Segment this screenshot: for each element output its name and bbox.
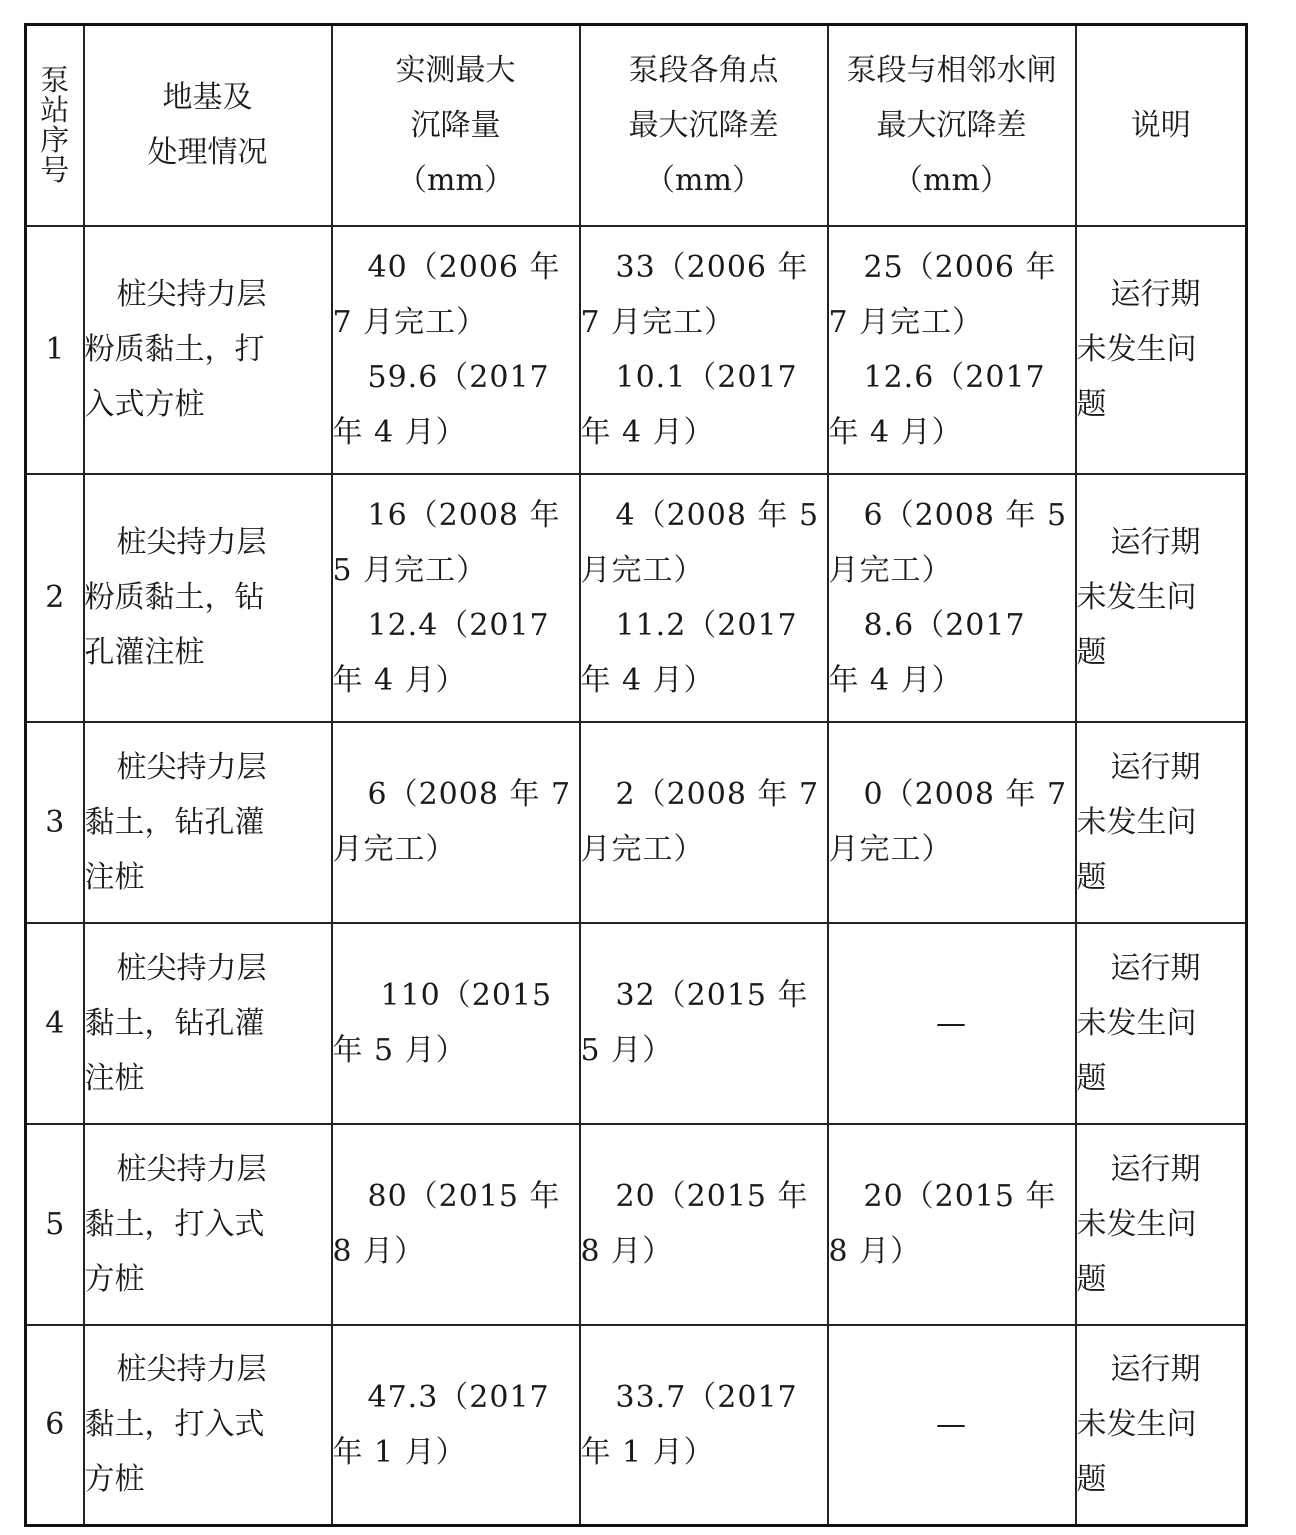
cell-line: 桩尖持力层 (116, 277, 267, 312)
header-text: 说明 (1130, 107, 1191, 143)
settlement-table (24, 23, 1248, 1527)
header-text: 沉降量 (410, 107, 501, 143)
cell-line: 年 4 月） (828, 662, 963, 698)
header-text: 最大沉降差 (628, 107, 779, 143)
cell-line: 孔灌注桩 (84, 635, 205, 670)
cell-line: 年 1 月） (580, 1434, 715, 1470)
adjacent-diff-cell (828, 474, 1076, 722)
cell-line: 入式方桩 (84, 387, 205, 422)
adjacent-diff-cell: — (828, 923, 1076, 1124)
header-text: 号 (40, 153, 70, 188)
adjacent-diff-cell (828, 722, 1076, 923)
cell-line: 年 1 月） (332, 1434, 467, 1470)
adjacent-diff-cell: — (828, 1325, 1076, 1526)
cell-line: 年 4 月） (332, 662, 467, 698)
header-text: 泵段与相邻水闸 (846, 52, 1057, 88)
cell-line: 6（2008 年 7 (367, 777, 572, 812)
cell-line: 桩尖持力层 (116, 749, 267, 785)
corner-diff-cell (580, 1325, 828, 1526)
note-cell (1076, 923, 1247, 1124)
table-header-row (26, 25, 1247, 226)
header-text: 最大沉降差 (876, 107, 1027, 143)
header-foundation (84, 25, 332, 226)
cell-line: 12.4（2017 (367, 607, 550, 643)
cell-line: 5 月完工） (332, 552, 488, 588)
table-row (26, 226, 1247, 474)
cell-line: 月完工） (580, 832, 705, 867)
note-cell (1076, 722, 1247, 923)
cell-line: 桩尖持力层 (116, 1151, 267, 1187)
cell-line: 未发生问 (1076, 580, 1197, 615)
cell-line: 47.3（2017 (367, 1379, 550, 1415)
station-number: 4 (26, 923, 84, 1124)
cell-line: 8 月） (332, 1234, 426, 1269)
cell-line: 7 月完工） (332, 304, 488, 340)
max-settlement-cell (332, 1325, 580, 1526)
cell-line: 32（2015 年 (615, 978, 809, 1013)
cell-line: 题 (1076, 635, 1107, 670)
cell-line: 40（2006 年 (367, 249, 561, 285)
cell-line: 桩尖持力层 (116, 525, 267, 560)
station-number: 6 (26, 1325, 84, 1526)
note-cell (1076, 474, 1247, 722)
cell-line: 粉质黏土，钻 (84, 580, 265, 615)
note-cell (1076, 1124, 1247, 1325)
cell-line: 运行期 (1110, 277, 1201, 312)
cell-line: 月完工） (580, 552, 705, 588)
cell-line: 10.1（2017 (615, 359, 798, 395)
cell-line: 注桩 (84, 1060, 145, 1096)
foundation-cell (84, 923, 332, 1124)
cell-line: 黏土，钻孔灌 (84, 804, 265, 840)
cell-line: 7 月完工） (580, 304, 736, 340)
cell-line: 运行期 (1110, 1151, 1201, 1187)
cell-line: 年 5 月） (332, 1033, 467, 1068)
cell-line: 7 月完工） (828, 304, 984, 340)
cell-line: 黏土，打入式 (84, 1407, 265, 1443)
header-note (1076, 25, 1247, 226)
cell-line: 运行期 (1110, 525, 1201, 560)
header-text: 实测最大 (395, 52, 516, 88)
header-text: （mm） (893, 162, 1010, 198)
cell-line: 6（2008 年 5 (863, 497, 1068, 533)
max-settlement-cell (332, 923, 580, 1124)
cell-line: 运行期 (1110, 950, 1201, 986)
station-number: 5 (26, 1124, 84, 1325)
cell-line: 年 4 月） (828, 414, 963, 450)
cell-line: 12.6（2017 (863, 359, 1046, 395)
cell-line: 方桩 (84, 1261, 145, 1297)
cell-line: 0（2008 年 7 (863, 777, 1068, 812)
station-number: 1 (26, 226, 84, 474)
foundation-cell (84, 1325, 332, 1526)
corner-diff-cell (580, 1124, 828, 1325)
cell-line: 未发生问 (1076, 1206, 1197, 1242)
cell-line: 年 4 月） (580, 414, 715, 450)
cell-line: 题 (1076, 859, 1107, 895)
header-adjacent-diff (828, 25, 1076, 226)
corner-diff-cell (580, 923, 828, 1124)
cell-line: 年 4 月） (580, 662, 715, 698)
header-text: （mm） (645, 162, 762, 198)
station-number: 3 (26, 722, 84, 923)
station-number: 2 (26, 474, 84, 722)
cell-line: 黏土，钻孔灌 (84, 1005, 265, 1041)
max-settlement-cell (332, 722, 580, 923)
cell-line: 题 (1076, 387, 1107, 422)
cell-line: 80（2015 年 (367, 1179, 561, 1214)
cell-line: 59.6（2017 (367, 359, 550, 395)
cell-line: 题 (1076, 1462, 1107, 1498)
cell-line: 运行期 (1110, 1352, 1201, 1388)
table-row (26, 923, 1247, 1124)
cell-line: 4（2008 年 5 (615, 497, 820, 533)
cell-line: 题 (1076, 1060, 1107, 1096)
cell-line: 11.2（2017 (615, 607, 798, 643)
cell-line: 桩尖持力层 (116, 950, 267, 986)
cell-line: 未发生问 (1076, 804, 1197, 840)
adjacent-diff-cell (828, 1124, 1076, 1325)
cell-line: 方桩 (84, 1462, 145, 1498)
corner-diff-cell (580, 226, 828, 474)
cell-line: 8 月） (580, 1234, 674, 1269)
cell-line: 月完工） (828, 832, 953, 867)
cell-line: 年 4 月） (332, 414, 467, 450)
cell-line: 桩尖持力层 (116, 1352, 267, 1388)
cell-line: 110（2015 (380, 978, 553, 1013)
cell-line: 月完工） (828, 552, 953, 588)
cell-line: 20（2015 年 (615, 1179, 809, 1214)
header-text: 序 (40, 123, 70, 158)
cell-line: 月完工） (332, 832, 457, 867)
cell-line: 未发生问 (1076, 1407, 1197, 1443)
cell-line: 5 月） (580, 1033, 674, 1068)
cell-line: 未发生问 (1076, 1005, 1197, 1041)
max-settlement-cell (332, 226, 580, 474)
note-cell (1076, 226, 1247, 474)
corner-diff-cell (580, 474, 828, 722)
corner-diff-cell (580, 722, 828, 923)
cell-line: 2（2008 年 7 (615, 777, 820, 812)
table-row (26, 1124, 1247, 1325)
header-corner-diff (580, 25, 828, 226)
cell-line: 25（2006 年 (863, 249, 1057, 285)
header-text: （mm） (397, 162, 514, 198)
table-row (26, 1325, 1247, 1526)
cell-line: 运行期 (1110, 749, 1201, 785)
header-text: 泵段各角点 (628, 52, 779, 88)
max-settlement-cell (332, 474, 580, 722)
header-text: 处理情况 (147, 135, 268, 171)
note-cell (1076, 1325, 1247, 1526)
foundation-cell (84, 722, 332, 923)
cell-line: 题 (1076, 1261, 1107, 1297)
adjacent-diff-cell (828, 226, 1076, 474)
cell-line: 33（2006 年 (615, 249, 809, 285)
cell-line: 20（2015 年 (863, 1179, 1057, 1214)
foundation-cell (84, 1124, 332, 1325)
cell-line: 33.7（2017 (615, 1379, 798, 1415)
header-max-settlement (332, 25, 580, 226)
foundation-cell (84, 474, 332, 722)
header-text: 站 (40, 93, 70, 128)
table-row (26, 474, 1247, 722)
foundation-cell (84, 226, 332, 474)
header-text: 泵 (40, 63, 70, 98)
cell-line: 8 月） (828, 1234, 922, 1269)
cell-line: 未发生问 (1076, 332, 1197, 367)
cell-line: 注桩 (84, 859, 145, 895)
cell-line: 16（2008 年 (367, 497, 561, 533)
cell-line: 粉质黏土，打 (84, 332, 265, 367)
header-text: 地基及 (162, 80, 253, 116)
header-station-no (26, 25, 84, 226)
table-row (26, 722, 1247, 923)
cell-line: 8.6（2017 (863, 607, 1026, 643)
max-settlement-cell (332, 1124, 580, 1325)
cell-line: 黏土，打入式 (84, 1206, 265, 1242)
